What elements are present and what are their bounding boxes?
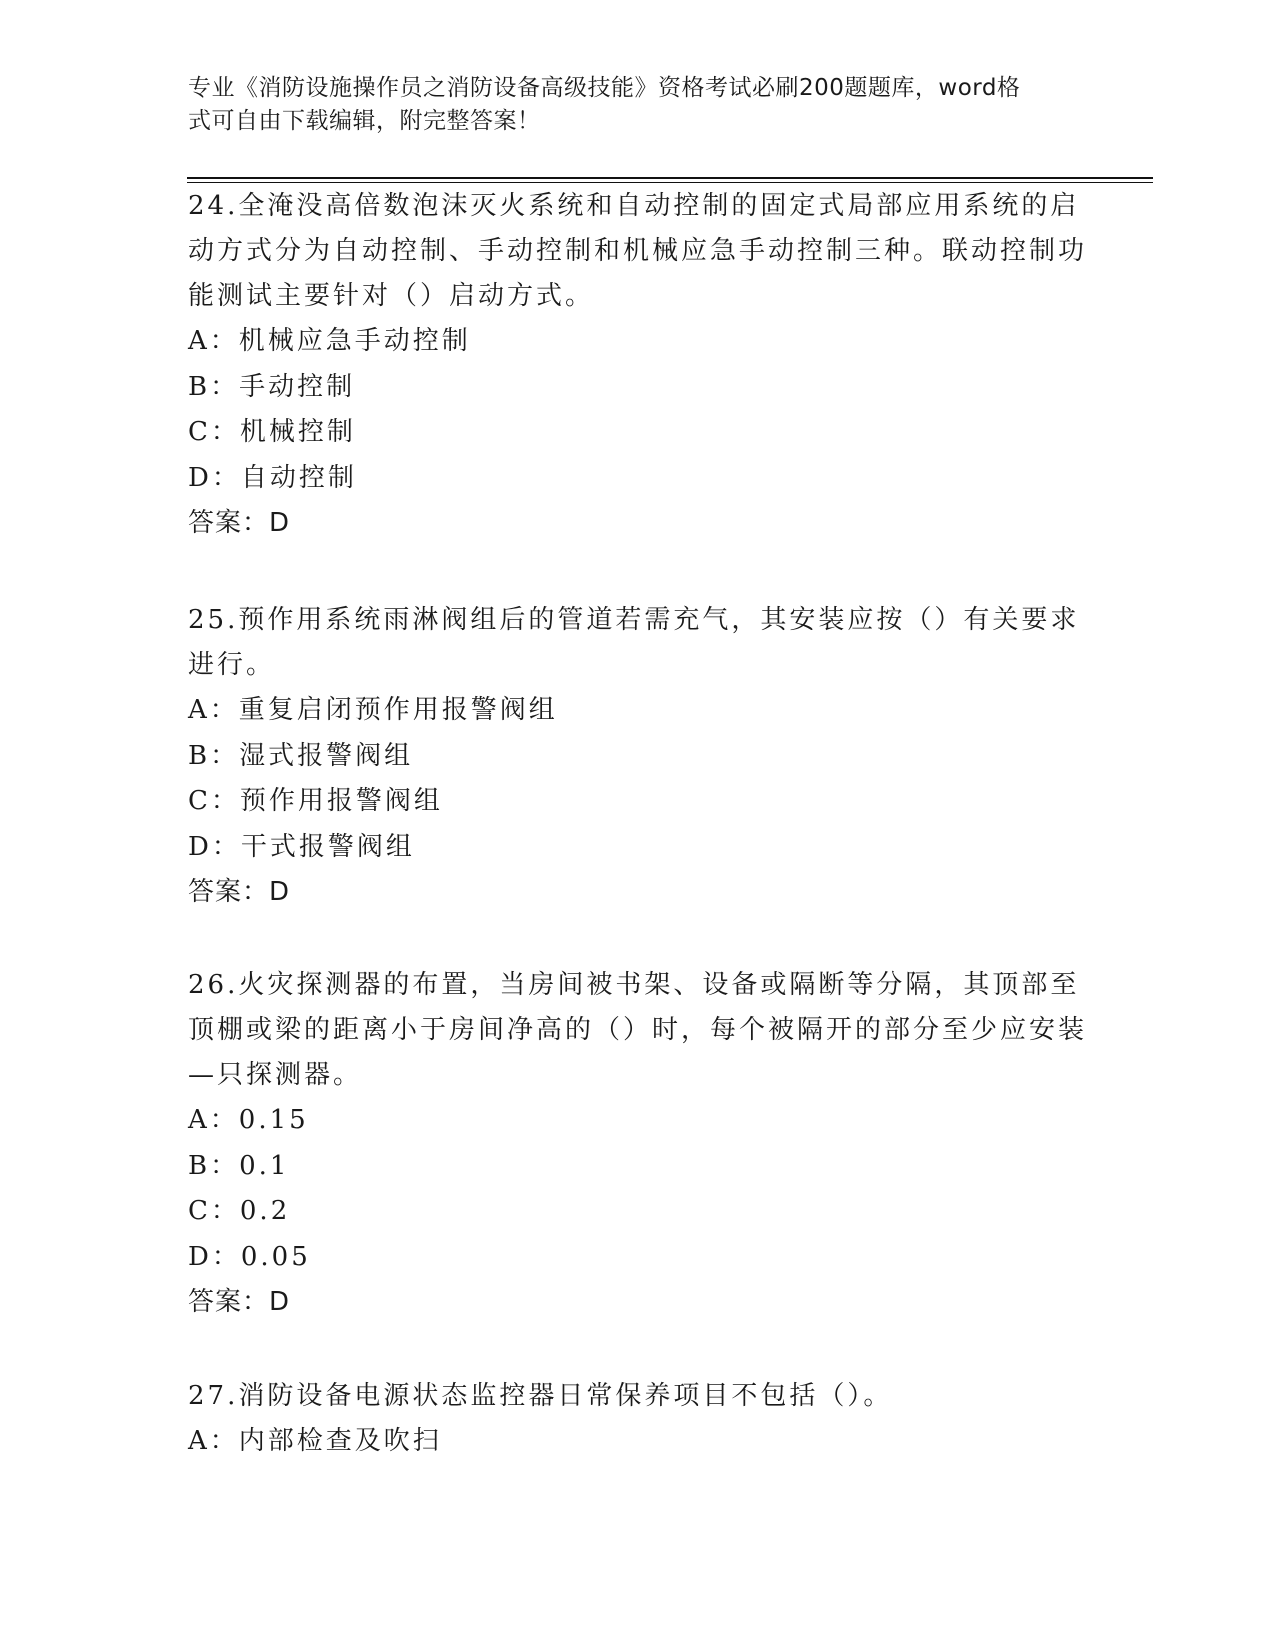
option-b: B：手动控制: [188, 371, 356, 402]
option-d: D：自动控制: [188, 462, 357, 493]
option-c: C：机械控制: [188, 417, 356, 447]
question-stem: 27.消防设备电源状态监控器日常保养项目不包括（）。: [188, 1381, 893, 1411]
option-a: A：机械应急手动控制: [188, 326, 471, 356]
question-stem: 26.火灾探测器的布置，当房间被书架、设备或隔断等分隔，其顶部至顶棚或梁的距离小于房间净高的（）时，每个被隔开的部分至少应安装—只探测器。: [188, 970, 1088, 1090]
option-d: D：0.05: [188, 1241, 311, 1272]
question-25: [188, 598, 1088, 915]
question-26: [188, 963, 1088, 1325]
header-line-1: 专业《消防设施操作员之消防设备高级技能》资格考试必刷200题题库，word格: [188, 75, 1021, 101]
option-a: A：0.15: [188, 1105, 309, 1135]
header-line-2: 式可自由下载编辑，附完整答案！: [188, 108, 541, 134]
answer: 答案：D: [188, 508, 291, 538]
option-c: C：0.2: [188, 1196, 291, 1226]
option-b: B：0.1: [188, 1150, 290, 1181]
question-stem: 25.预作用系统雨淋阀组后的管道若需充气，其安装应按（）有关要求进行。: [188, 605, 1080, 680]
option-b: B：湿式报警阀组: [188, 740, 414, 771]
answer: 答案：D: [188, 1287, 291, 1317]
question-27: [188, 1374, 1088, 1465]
question-24: [188, 184, 1088, 546]
option-c: C：预作用报警阀组: [188, 786, 443, 816]
option-a: A：重复启闭预作用报警阀组: [188, 695, 558, 725]
document-header: [188, 72, 1068, 138]
option-a: A：内部检查及吹扫: [188, 1426, 442, 1456]
header-divider-thick: [187, 177, 1153, 179]
option-d: D：干式报警阀组: [188, 831, 415, 862]
answer: 答案：D: [188, 877, 291, 907]
header-divider-thin: [187, 182, 1153, 183]
question-stem: 24.全淹没高倍数泡沫灭火系统和自动控制的固定式局部应用系统的启动方式分为自动控制、手动控制和机械应急手动控制三种。联动控制功能测试主要针对（）启动方式。: [188, 191, 1088, 311]
